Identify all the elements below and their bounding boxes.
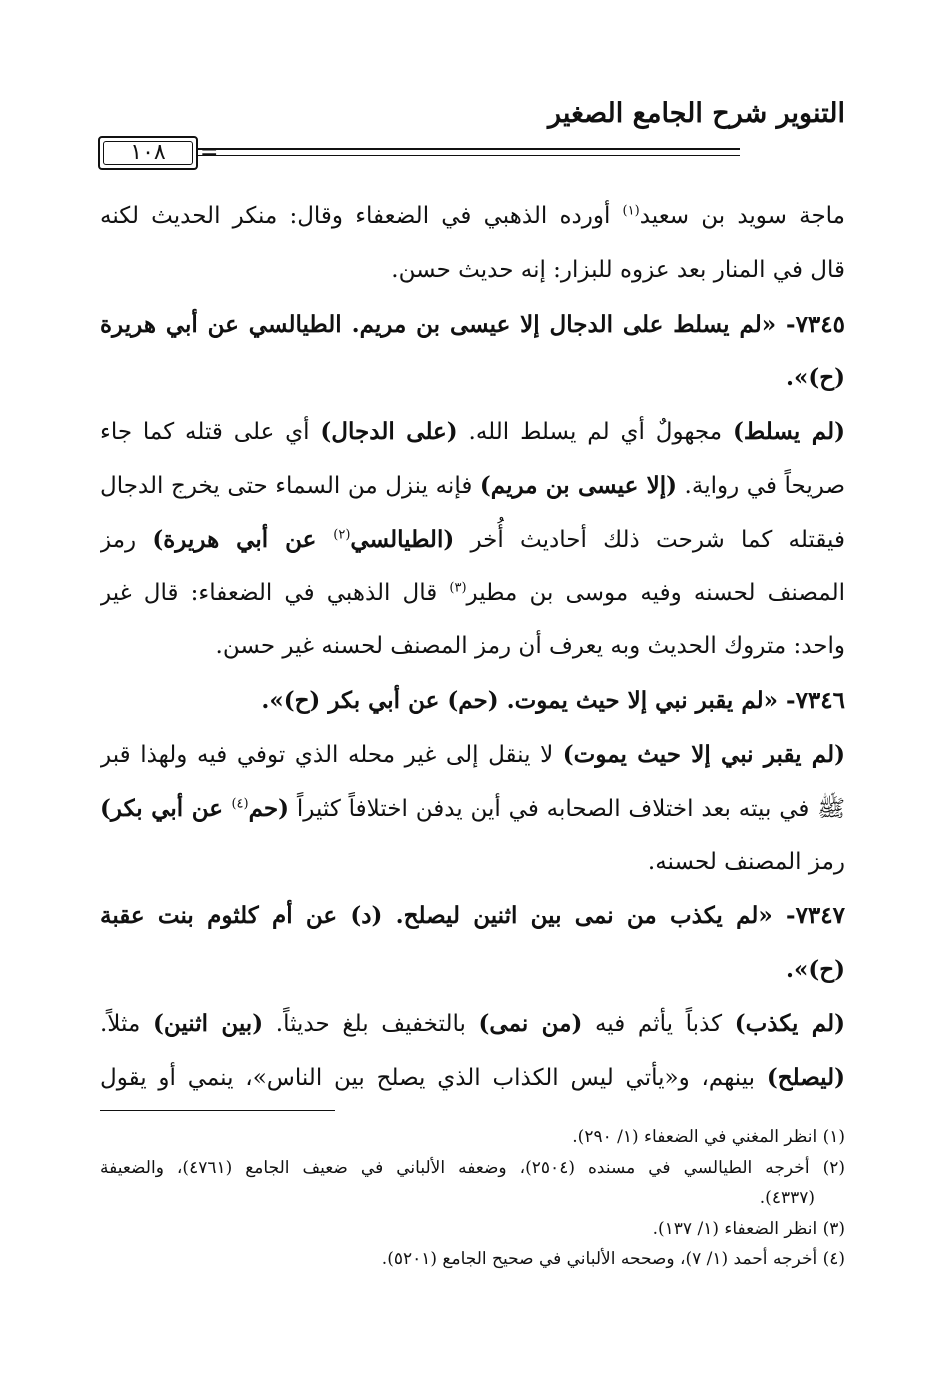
hadith-7347-end: (ح)». <box>786 956 845 984</box>
text-line: المصنف لحسنه وفيه موسى بن مطير$^{(٣)}$ قال الذهبي في الضعفاء: قال غير <box>100 579 845 606</box>
text-line: (لم يكذب) كذباً يأثم فيه (من نمى) بالتخفيف بلغ حديثاً. (بين اثنين) مثلاً. <box>100 1009 845 1037</box>
footnote-marker: (٤) <box>231 796 249 812</box>
header-ornament: = <box>200 140 219 165</box>
text-line: فيقتله كما شرحت ذلك أحاديث أُخر (الطيالسي$^{(٢)}$ عن أبي هريرة) رمز <box>100 525 845 553</box>
footnote-separator <box>100 1110 335 1111</box>
text-line: قال في المنار بعد عزوه للبزار: إنه حديث حسن. <box>391 256 845 283</box>
running-title: التنوير شرح الجامع الصغير <box>548 98 845 129</box>
hadith-7345: ٧٣٤٥- «لم يسلط على الدجال إلا عيسى بن مريم. الطيالسي عن أبي هريرة <box>100 310 845 338</box>
footnote-2: (٢) أخرجه الطيالسي في مسنده (٢٥٠٤)، وضعفه الألباني في ضعيف الجامع (٤٧٦١)، والضعيفة <box>100 1157 845 1178</box>
hadith-7345-end: (ح)». <box>786 364 845 392</box>
footnote-marker: (٢) <box>333 527 351 543</box>
hadith-7346: ٧٣٤٦- «لم يقبر نبي إلا حيث يموت. (حم) عن أبي بكر (ح)». <box>261 687 845 715</box>
footnote-2-cont: (٤٣٣٧). <box>759 1188 815 1209</box>
text-line: صريحاً في رواية. (إلا عيسى بن مريم) فإنه ينزل من السماء حتى يخرج الدجال <box>100 471 845 499</box>
footnote-1: (١) انظر المغني في الضعفاء (١/ ٢٩٠). <box>572 1127 845 1147</box>
footnote-3: (٣) انظر الضعفاء (١/ ١٣٧). <box>652 1218 845 1239</box>
main-text <box>100 190 845 1105</box>
text-line: (لم يقبر نبي إلا حيث يموت) لا ينقل إلى غير محله الذي توفي فيه ولهذا قبر <box>100 740 845 768</box>
hadith-7347: ٧٣٤٧- «لم يكذب من نمى بين اثنين ليصلح. (د) عن أم كلثوم بنت عقبة <box>100 902 845 930</box>
footnote-4: (٤) أخرجه أحمد (١/ ٧)، وصححه الألباني في صحيح الجامع (٥٢٠١). <box>381 1249 845 1270</box>
text-line: ماجة سويد بن سعيد$^{(١)}$ أورده الذهبي في الضعفاء وقال: منكر الحديث لكنه <box>100 203 845 229</box>
footnotes <box>100 1122 845 1275</box>
footnote-marker: (١) <box>622 203 640 219</box>
text-line: ﷺ في بيته بعد اختلاف الصحابه في أين يدفن اختلافاً كثيراً (حم$^{(٤)}$ عن أبي بكر) <box>100 794 845 822</box>
page-number: ١٠٨ <box>98 136 198 170</box>
text-line: (ليصلح) بينهم، و«يأتي ليس الكذاب الذي يصلح بين الناس»، ينمي أو يقول <box>100 1063 845 1091</box>
text-line: (لم يسلط) مجهولٌ أي لم يسلط الله. (على الدجال) أي على قتله كما جاء <box>100 418 845 446</box>
text-line: رمز المصنف لحسنه. <box>647 848 845 875</box>
text-line: واحد: متروك الحديث وبه يعرف أن رمز المصنف لحسنه غير حسن. <box>215 633 845 660</box>
footnote-marker: (٣) <box>449 579 467 595</box>
